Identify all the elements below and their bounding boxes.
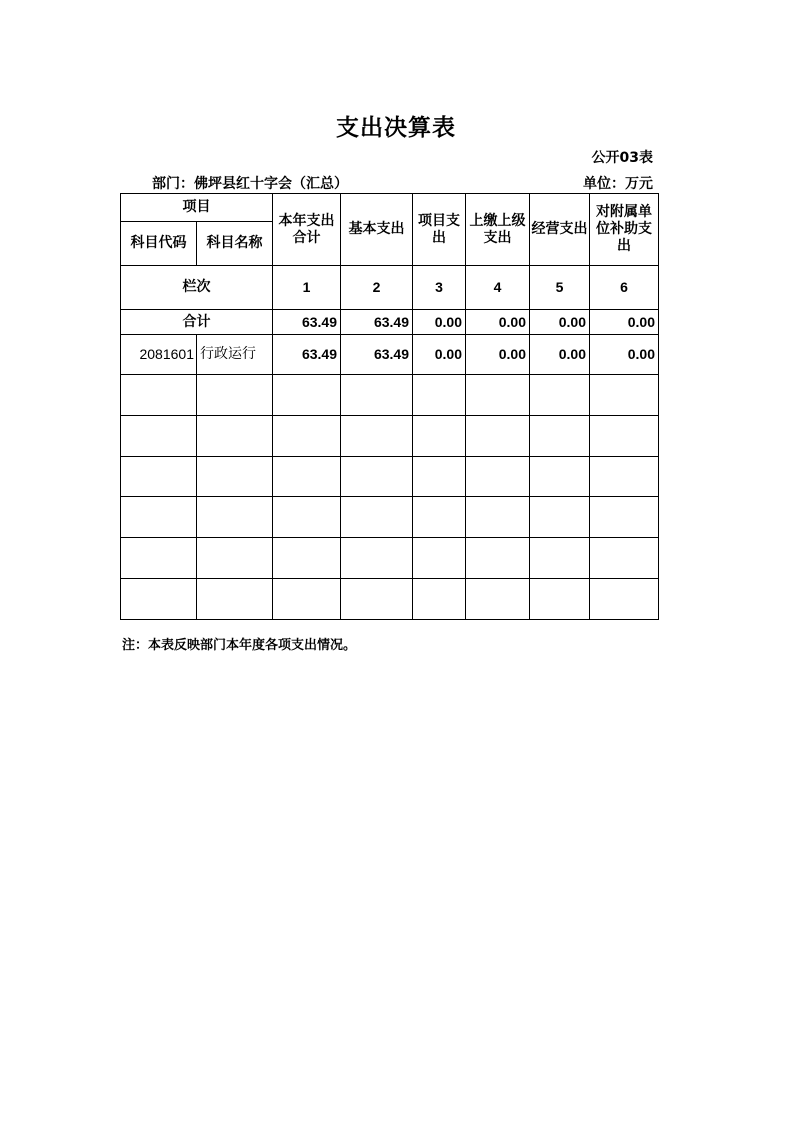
empty-cell	[273, 538, 341, 579]
column-number: 5	[530, 266, 590, 310]
header-total: 本年支出合计	[273, 194, 341, 266]
empty-cell	[590, 416, 659, 457]
total-value: 63.49	[341, 310, 413, 335]
value-cell: 63.49	[273, 335, 341, 375]
empty-cell	[121, 538, 197, 579]
empty-cell	[197, 416, 273, 457]
empty-row	[121, 497, 659, 538]
empty-cell	[590, 375, 659, 416]
total-value: 63.49	[273, 310, 341, 335]
total-row	[121, 310, 659, 335]
header-row-1	[121, 194, 659, 222]
footnote: 注：本表反映部门本年度各项支出情况。	[122, 638, 357, 653]
empty-cell	[466, 497, 530, 538]
empty-cell	[530, 579, 590, 620]
value-cell: 0.00	[590, 335, 659, 375]
subject-code-cell: 2081601	[121, 335, 197, 375]
empty-cell	[590, 538, 659, 579]
empty-cell	[197, 375, 273, 416]
total-value: 0.00	[530, 310, 590, 335]
column-number: 2	[341, 266, 413, 310]
department-label: 部门：佛坪县红十字会（汇总）	[152, 176, 348, 192]
empty-cell	[413, 538, 466, 579]
total-value: 0.00	[590, 310, 659, 335]
header-project: 项目支出	[413, 194, 466, 266]
expenditure-table	[120, 193, 659, 620]
empty-cell	[413, 497, 466, 538]
empty-cell	[413, 579, 466, 620]
empty-cell	[273, 457, 341, 497]
header-remit-upper: 上缴上级支出	[466, 194, 530, 266]
empty-cell	[121, 375, 197, 416]
empty-cell	[413, 375, 466, 416]
value-cell: 0.00	[466, 335, 530, 375]
unit-label: 单位：万元	[583, 176, 653, 192]
header-business: 经营支出	[530, 194, 590, 266]
empty-cell	[590, 497, 659, 538]
form-number: 公开03表	[591, 150, 653, 166]
empty-cell	[590, 457, 659, 497]
value-cell: 63.49	[341, 335, 413, 375]
empty-cell	[530, 497, 590, 538]
empty-row	[121, 416, 659, 457]
empty-cell	[590, 579, 659, 620]
empty-cell	[121, 457, 197, 497]
empty-cell	[466, 416, 530, 457]
empty-cell	[466, 538, 530, 579]
empty-cell	[197, 579, 273, 620]
empty-row	[121, 457, 659, 497]
column-number: 3	[413, 266, 466, 310]
header-subsidy: 对附属单位补助支出	[590, 194, 659, 266]
empty-cell	[466, 375, 530, 416]
header-subject-name: 科目名称	[197, 222, 273, 266]
empty-cell	[121, 579, 197, 620]
table-row	[121, 335, 659, 375]
empty-cell	[341, 497, 413, 538]
empty-cell	[341, 375, 413, 416]
header-subject-code: 科目代码	[121, 222, 197, 266]
page-title: 支出决算表	[336, 115, 456, 141]
empty-cell	[530, 416, 590, 457]
empty-cell	[197, 538, 273, 579]
value-cell: 0.00	[530, 335, 590, 375]
column-number: 1	[273, 266, 341, 310]
empty-cell	[341, 457, 413, 497]
empty-cell	[197, 457, 273, 497]
empty-cell	[413, 416, 466, 457]
empty-cell	[341, 416, 413, 457]
empty-cell	[530, 457, 590, 497]
column-number: 6	[590, 266, 659, 310]
empty-cell	[273, 497, 341, 538]
empty-row	[121, 579, 659, 620]
empty-cell	[413, 457, 466, 497]
empty-cell	[121, 416, 197, 457]
empty-cell	[273, 416, 341, 457]
header-item: 项目	[121, 194, 273, 222]
empty-cell	[341, 538, 413, 579]
empty-cell	[466, 457, 530, 497]
empty-cell	[341, 579, 413, 620]
total-label: 合计	[121, 310, 273, 335]
total-value: 0.00	[466, 310, 530, 335]
column-number-label: 栏次	[121, 266, 273, 310]
empty-cell	[121, 497, 197, 538]
empty-cell	[273, 375, 341, 416]
empty-row	[121, 538, 659, 579]
column-number-row	[121, 266, 659, 310]
total-value: 0.00	[413, 310, 466, 335]
empty-cell	[273, 579, 341, 620]
empty-cell	[530, 375, 590, 416]
header-basic: 基本支出	[341, 194, 413, 266]
empty-cell	[197, 497, 273, 538]
column-number: 4	[466, 266, 530, 310]
value-cell: 0.00	[413, 335, 466, 375]
subject-name-cell: 行政运行	[197, 335, 273, 375]
empty-cell	[530, 538, 590, 579]
empty-row	[121, 375, 659, 416]
empty-cell	[466, 579, 530, 620]
